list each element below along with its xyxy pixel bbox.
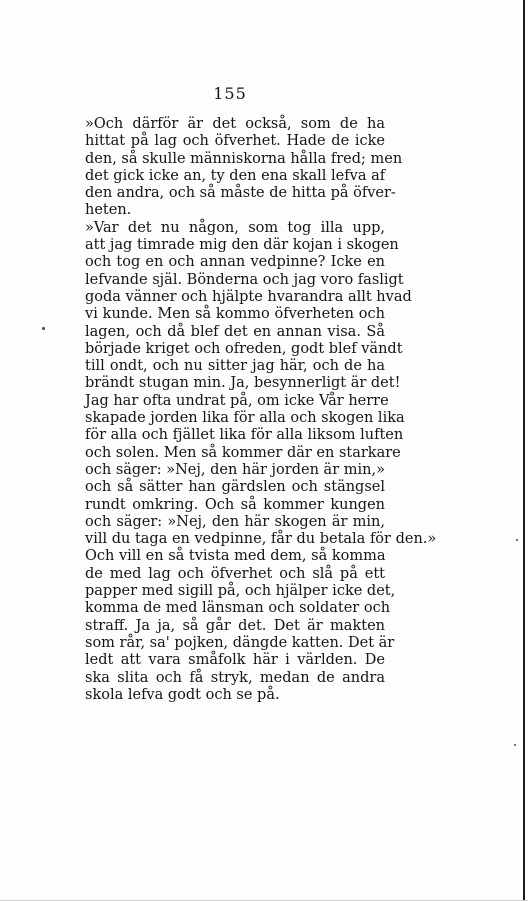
text-line: de med lag och öfverhet och slå på ett [85,565,385,582]
text-line: för alla och fjället lika för alla liksom luften [85,427,404,444]
text-line: »Och därför är det också, som de ha [85,116,385,132]
text-line: papper med sigill på, och hjälper icke det, [85,583,396,600]
text-line: rundt omkring. Och så kommer kungen [85,496,385,513]
text-line: hittat på lag och öfverhet. Hade de icke [85,133,385,150]
text-line: började kriget och ofreden, godt blef vändt [85,340,403,357]
text-line: vi kunde. Men så kommo öfverheten och [85,306,385,323]
scan-speck [516,539,518,541]
text-line: till ondt, och nu sitter jag här, och de ha [85,358,385,375]
text-line: »Var det nu någon, som tog illa upp, [85,219,385,236]
text-line: straff. Ja ja, så går det. Det är makten [85,617,385,634]
text-line: den andra, och så måste de hitta på öfver- [85,185,396,202]
text-line: det gick icke an, ty den ena skall lefva af [85,167,386,184]
text-line: ledt att vara småfolk här i världen. De [85,652,385,669]
text-line: vill du taga en vedpinne, får du betala för den.» [85,531,437,548]
text-line: lefvande själ. Bönderna och jag voro fasligt [85,271,404,288]
page-edge-shadow [523,0,525,901]
text-line: goda vänner och hjälpte hvarandra allt hvad [85,288,412,305]
text-line: som rår, sa' pojken, dängde katten. Det är [85,634,395,651]
text-line: att jag timrade mig den där kojan i skogen [85,237,399,254]
scan-speck [42,327,45,330]
text-line: den, så skulle människorna hålla fred; men [85,150,403,167]
text-line: lagen, och då blef det en annan visa. Så [85,323,385,340]
text-line: och så sätter han gärdslen och stängsel [85,479,385,496]
text-line: och solen. Men så kommer där en starkare [85,444,401,461]
text-line: heten. [85,202,132,219]
body-text [85,116,437,704]
page-number: 155 [213,84,247,103]
text-line: och säger: »Nej, den här skogen är min, [85,513,385,530]
text-line: och tog en och annan vedpinne? Icke en [85,254,385,271]
text-line: brändt stugan min. Ja, besynnerligt är det! [85,375,401,392]
text-line: skola lefva godt och se på. [85,686,280,703]
text-line: Och vill en så tvista med dem, så komma [85,548,386,565]
text-line: Jag har ofta undrat på, om icke Vår herre [85,392,389,409]
text-line: komma de med länsman och soldater och [85,600,391,617]
scan-speck [514,744,516,746]
text-line: och säger: »Nej, den här jorden är min,» [85,461,385,478]
text-line: skapade jorden lika för alla och skogen lika [85,410,405,427]
text-line: ska slita och få stryk, medan de andra [85,669,385,686]
